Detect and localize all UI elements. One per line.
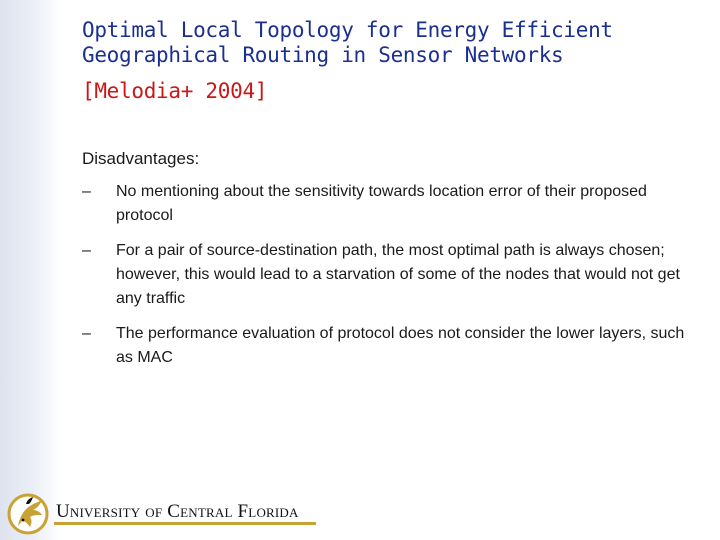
bullet-list xyxy=(82,180,692,370)
bullet-item xyxy=(82,180,692,228)
bullet-item xyxy=(82,322,692,370)
title-line-1: Optimal Local Topology for Energy Efficient xyxy=(82,18,613,42)
university-footer xyxy=(6,490,336,536)
bullet-dash: – xyxy=(82,242,91,259)
footer-gold-rule xyxy=(54,522,316,525)
citation: [Melodia+ 2004] xyxy=(82,79,268,103)
slide-content xyxy=(82,148,692,381)
slide-title xyxy=(82,18,702,104)
bullet-dash: – xyxy=(82,325,91,342)
left-gradient-bar xyxy=(0,0,62,540)
bullet-item xyxy=(82,239,692,311)
university-name: University of Central Florida xyxy=(56,501,299,522)
bullet-text: No mentioning about the sensitivity towards location error of their proposed protocol xyxy=(116,183,647,224)
bullet-dash: – xyxy=(82,183,91,200)
title-line-2: Geographical Routing in Sensor Networks xyxy=(82,43,564,67)
pegasus-logo-icon xyxy=(6,490,50,536)
section-heading: Disadvantages: xyxy=(82,149,200,168)
bullet-text: For a pair of source-destination path, the most optimal path is always chosen; however, this would lead to a starvation of some of the nodes that would not get any traffic xyxy=(116,242,680,307)
bullet-text: The performance evaluation of protocol does not consider the lower layers, such as MAC xyxy=(116,325,685,366)
